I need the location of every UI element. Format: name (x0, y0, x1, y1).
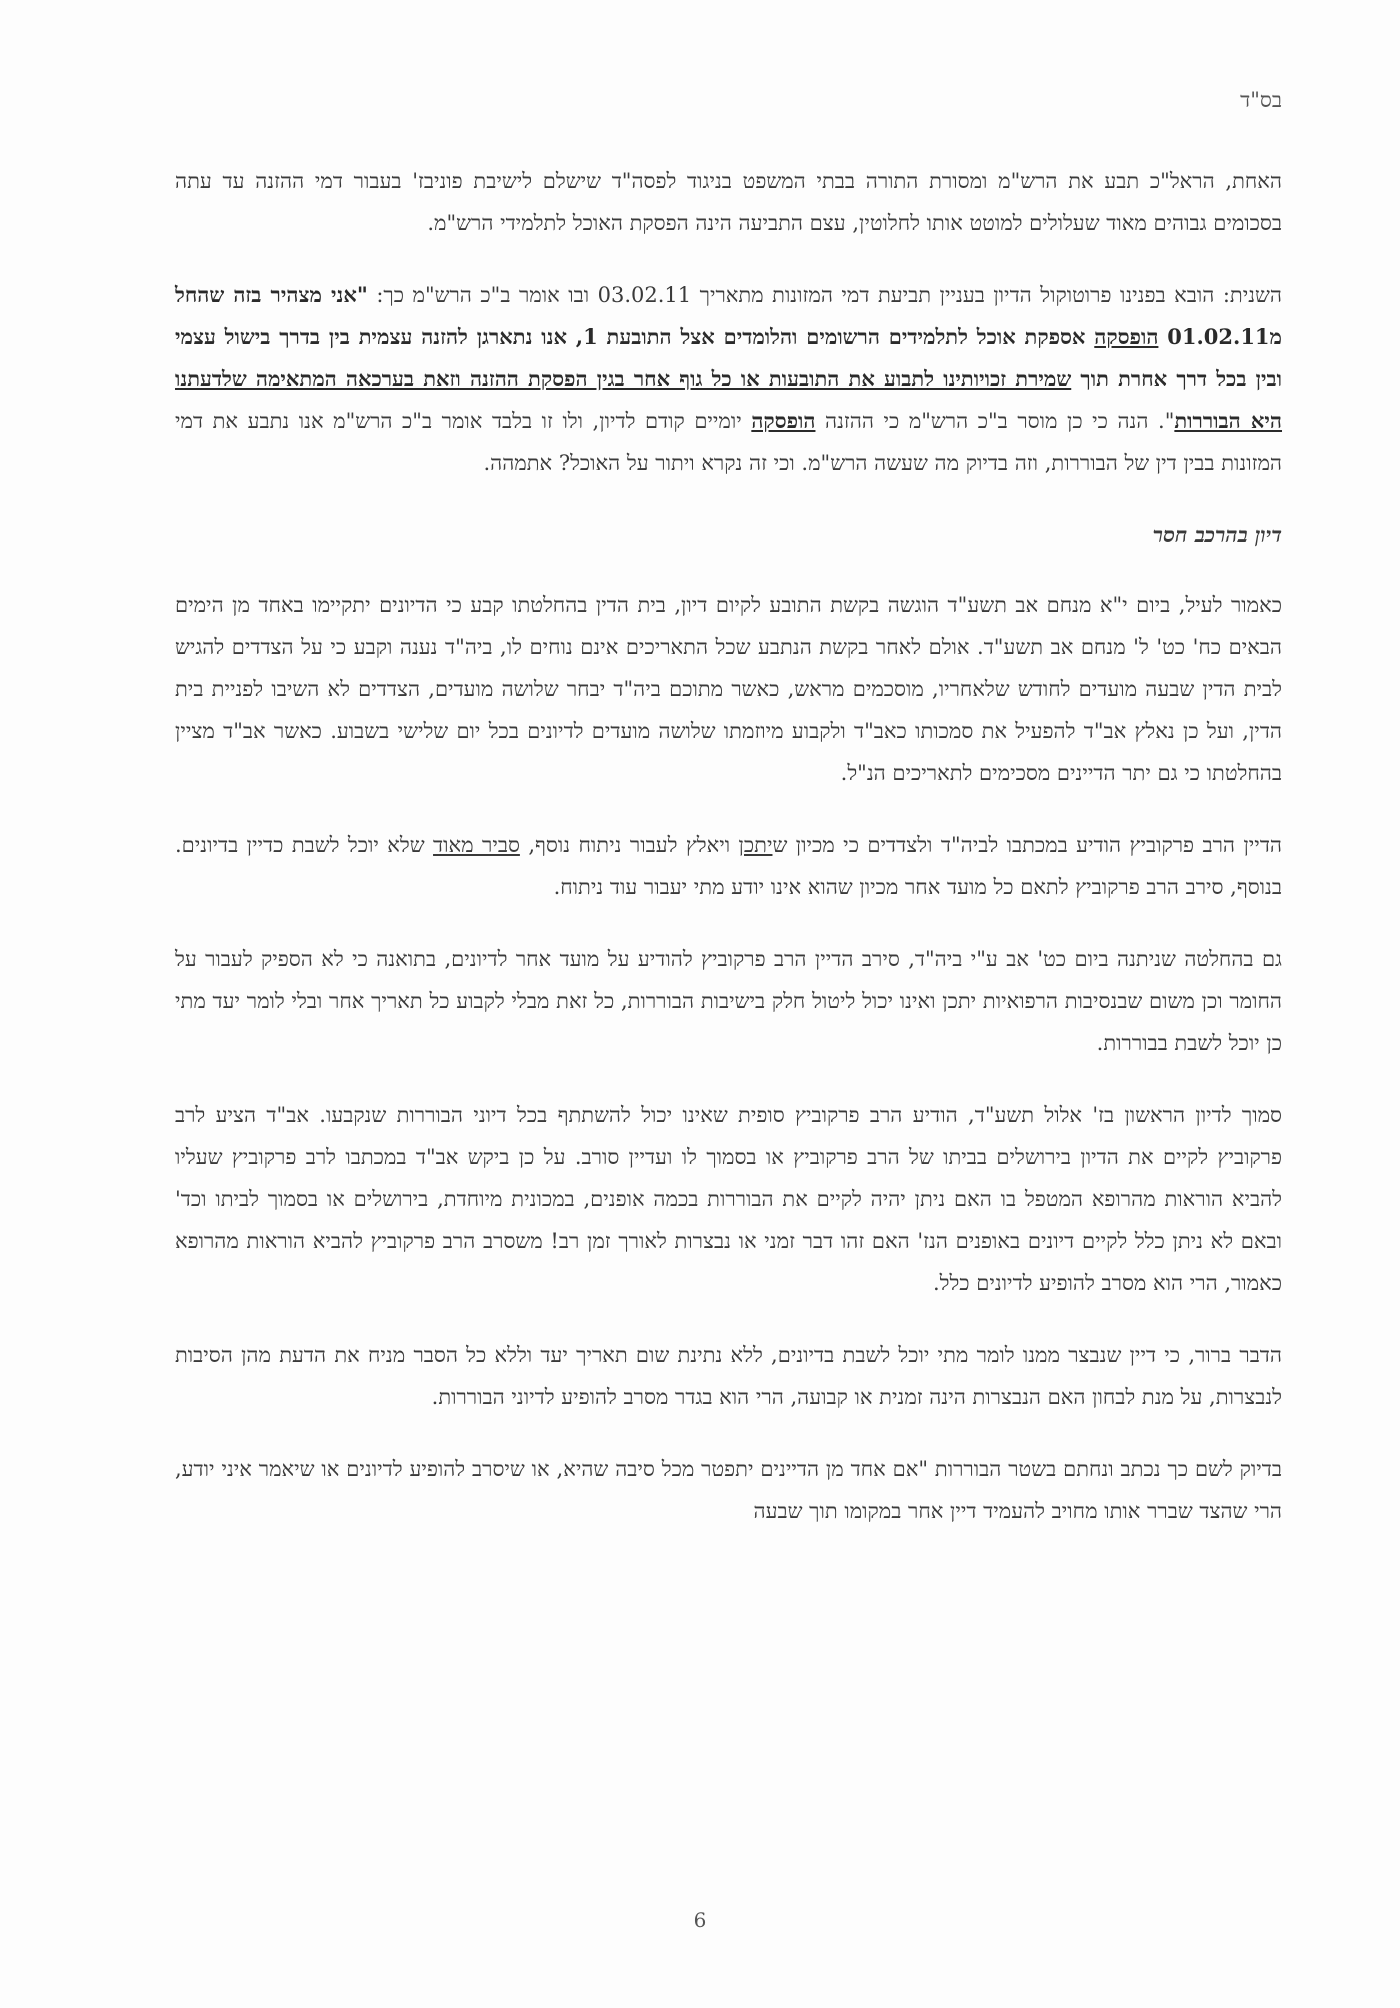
quote-bold-start: "אני מצהיר בזה שהחל מ01.02.11 (175, 282, 1282, 349)
paragraph-hearing-dates: כאמור לעיל, ביום י"א מנחם אב תשע"ד הוגשה בקשת התובע לקיום דיון, בית הדין בהחלטתו קבע כי הדיונים יתקיימו באחד מן הימים הבאים כח' כט' ל' מנחם אב תשע"ד. אולם לאחר בקשת הנתבע שכל התאריכים אינם נוחים לו, ביה"ד נענה וקבע כי על הצדדים להגיש לבית הדין שבעה מועדים לחודש שלאחריו, מוסכמים מראש, כאשר מתוכם ביה"ד יבחר שלושה מועדים, הצדדים לא השיבו לפניית בית הדין, ועל כן נאלץ אב"ד להפעיל את סמכותו כאב"ד ולקבוע מיוזמתו שלושה מועדים לדיונים בכל יום שלישי בשבוע. כאשר אב"ד מציין בהחלטתו כי גם יתר הדיינים מסכימים לתאריכים הנ"ל. (175, 593, 1282, 785)
surgery-very-likely: סביר מאוד (433, 833, 520, 857)
paragraph-second-claim (175, 274, 1282, 484)
paragraph-first-claim: האחת, הראל"כ תבע את הרש"מ ומסורת התורה בבתי המשפט בניגוד לפסה"ד שישלם לישיבת פוניבז' בעבור דמי ההזנה עד עתה בסכומים גבוהים מאוד שעלולים למוטט אותו לחלוטין, עצם התביעה הינה הפסקת האוכל לתלמידי הרש"מ. (175, 169, 1282, 235)
surgery-middle: ויאלץ לעבור ניתוח נוסף, (519, 833, 739, 857)
surgery-possible: יתכן (738, 833, 773, 857)
document-body (175, 160, 1282, 1556)
quote-after: ". הנה כי כן מוסר ב"כ הרש"מ כי ההזנה (815, 409, 1175, 433)
stopped-word-repeat: הופסקה (751, 408, 816, 433)
header-mark: בס"ד (1240, 88, 1282, 112)
quote-rights-reservation: שמירת זכויותינו לתבוע את התובעות או כל גוף אחר בגין הפסקת ההזנה וזאת בערכאה המתאימה שלדעתנו היא הבוררות (175, 366, 1283, 433)
surgery-end: שלא יוכל לשבת כדיין בדיונים. בנוסף, סירב הרב פרקוביץ לתאם כל מועד אחר מכיון שהוא אינו יודע מתי יעבור עוד ניתוח. (175, 833, 1282, 899)
page-number: 6 (693, 1908, 707, 1932)
paragraph-judge-surgery (175, 824, 1282, 908)
quote-stopped-word: הופסקה (1094, 324, 1159, 349)
paragraph-incapacity: הדבר ברור, כי דיין שנבצר ממנו לומר מתי יוכל לשבת בדיונים, ללא נתינת שום תאריך יעד וללא כל הסבר מניח את הדעת מהן הסיבות לנבצרות, על מנת לבחון האם הנבצרות הינה זמנית או קבועה, הרי הוא בגדר מסרב להופיע לדיוני הבוררות. (175, 1343, 1282, 1409)
second-claim-intro: השנית: הובא בפנינו פרוטוקול הדיון בעניין תביעת דמי המזונות מתאריך 03.02.11 ובו אומר ב"כ הרש"מ כך: (367, 283, 1282, 307)
section-heading: דיון בהרכב חסר (1152, 522, 1282, 547)
paragraph-refusal-decision: גם בהחלטה שניתנה ביום כט' אב ע"י ביה"ד, סירב הדיין הרב פרקוביץ להודיע על מועד אחר לדיונים, בתואנה כי לא הספיק לעבור על החומר וכן משום שבנסיבות הרפואיות יתכן ואינו יכול ליטול חלק בישיבות הבוררות, כל זאת מבלי לקבוע כל תאריך אחר ובלי לומר יעד מתי כן יוכל לשבת בבוררות. (175, 947, 1282, 1055)
paragraph-arbitration-deed: בדיוק לשם כך נכתב ונחתם בשטר הבוררות "אם אחד מן הדיינים יתפטר מכל סיבה שהיא, או שיסרב להופיע לדיונים או שיאמר איני יודע, הרי שהצד שברר אותו מחויב להעמיד דיין אחר במקומו תוך שבעה (175, 1457, 1282, 1523)
second-claim-conclusion: יומיים קודם לדיון, ולו זו בלבד אומר ב"כ הרש"מ אנו נתבע את דמי המזונות בבין דין של הבוררות, וזה בדיוק מה שעשה הרש"מ. וכי זה נקרא ויתור על האוכל? אתמהה. (175, 409, 1282, 475)
surgery-intro: הדיין הרב פרקוביץ הודיע במכתבו לביה"ד ולצדדים כי מכיון ש (772, 833, 1282, 857)
paragraph-final-refusal: סמוך לדיון הראשון בז' אלול תשע"ד, הודיע הרב פרקוביץ סופית שאינו יכול להשתתף בכל דיוני הבוררות שנקבעו. אב"ד הציע לרב פרקוביץ לקיים את הדיון בירושלים בביתו של הרב פרקוביץ או בסמוך לו ועדיין סורב. על כן ביקש אב"ד במכתבו לרב פרקוביץ שעליו להביא הוראות מהרופא המטפל בו האם ניתן יהיה לקיים את הבוררות בכמה אופנים, במכונית מיוחדת, בירושלים או בסמוך לביתו וכד' ובאם לא ניתן כלל לקיים דיונים באופנים הנז' האם זהו דבר זמני או נבצרות לאורך זמן רב! משסרב הרב פרקוביץ להביא הוראות מהרופא כאמור, הרי הוא מסרב להופיע לדיונים כלל. (175, 1103, 1282, 1295)
quote-bold-middle: אספקת אוכל לתלמידים הרשומים והלומדים אצל התובעת 1, אנו נתארגן להזנה עצמית בין בדרך בישול עצמי ובין בכל דרך אחרת תוך (175, 324, 1282, 391)
